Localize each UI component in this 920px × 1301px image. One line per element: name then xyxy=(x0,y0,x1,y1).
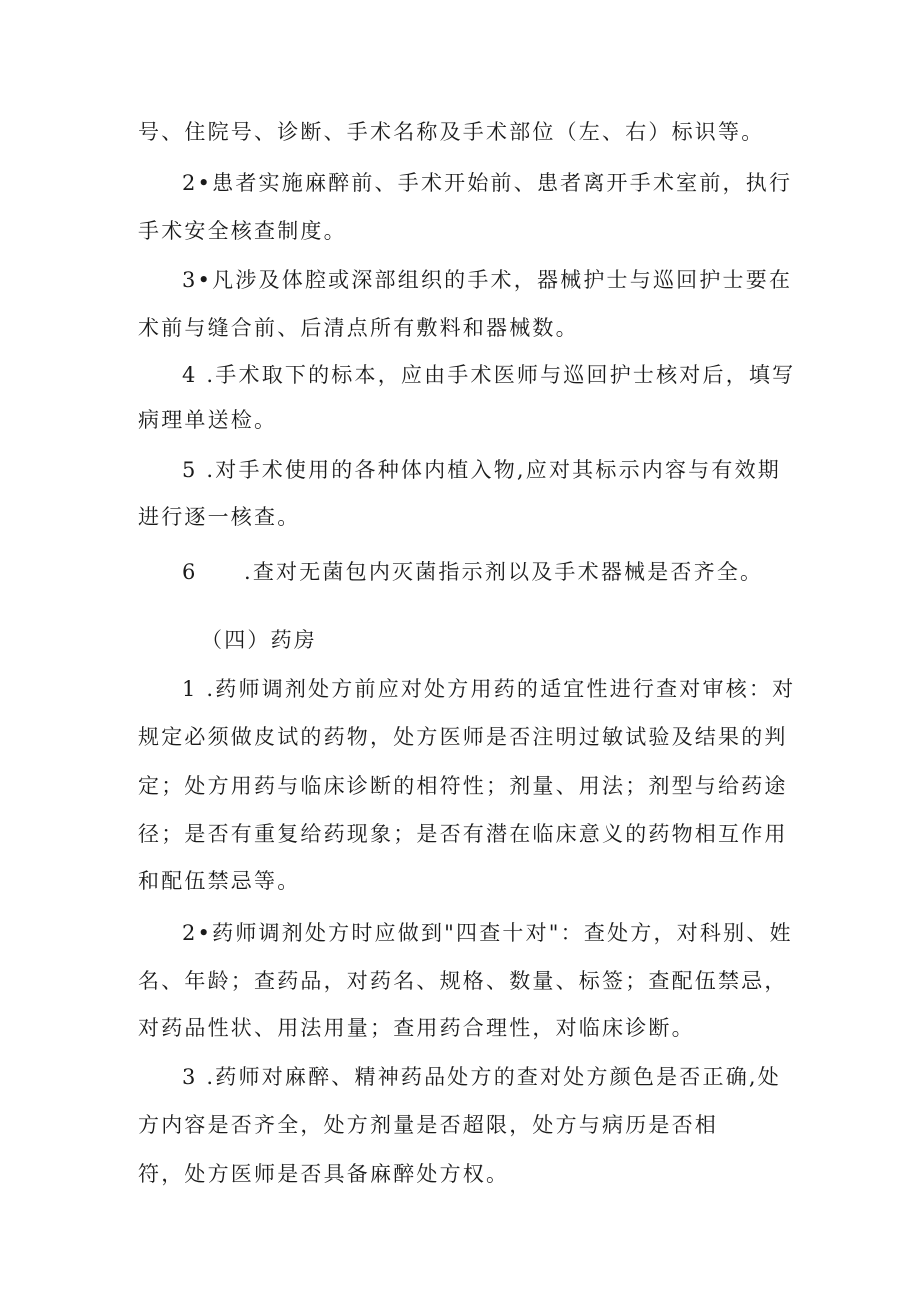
text-line: 3•凡涉及体腔或深部组织的手术，器械护士与巡回护士要在 xyxy=(182,268,793,292)
text-line: 4 .手术取下的标本，应由手术医师与巡回护士核对后，填写 xyxy=(182,363,796,387)
text-line: 2•药师调剂处方时应做到"四查十对"：查处方，对科别、姓 xyxy=(182,921,793,945)
text-line: 方内容是否齐全，处方剂量是否超限，处方与病历是否相 xyxy=(138,1113,718,1137)
text-line: 2•患者实施麻醉前、手术开始前、患者离开手术室前，执行 xyxy=(182,171,793,195)
text-line: 规定必须做皮试的药物，处方医师是否注明过敏试验及结果的判 xyxy=(138,725,788,749)
text-line: 5 .对手术使用的各种体内植入物,应对其标示内容与有效期 xyxy=(182,458,781,482)
text-line: 对药品性状、用法用量；查用药合理性，对临床诊断。 xyxy=(138,1016,695,1040)
text-line: 号、住院号、诊断、手术名称及手术部位（左、右）标识等。 xyxy=(138,120,765,144)
text-line: 进行逐一核查。 xyxy=(138,505,301,529)
text-line: 和配伍禁忌等。 xyxy=(138,869,301,893)
text-line: 定；处方用药与临床诊断的相符性；剂量、用法；剂型与给药途 xyxy=(138,774,788,798)
section-heading: （四）药房 xyxy=(201,628,317,652)
text-line: 6 .查对无菌包内灭菌指示剂以及手术器械是否齐全。 xyxy=(182,560,764,584)
text-line: 术前与缝合前、后清点所有敷料和器械数。 xyxy=(138,316,579,340)
text-line: 径；是否有重复给药现象；是否有潜在临床意义的药物相互作用 xyxy=(138,822,788,846)
text-line: 1 .药师调剂处方前应对处方用药的适宜性进行查对审核：对 xyxy=(182,677,796,701)
text-line: 符，处方医师是否具备麻醉处方权。 xyxy=(138,1162,510,1186)
text-line: 手术安全核查制度。 xyxy=(138,219,347,243)
text-line: 病理单送检。 xyxy=(138,408,278,432)
text-line: 3 .药师对麻醉、精神药品处方的查对处方颜色是否正确,处 xyxy=(182,1065,781,1089)
text-line: 名、年龄；查药品，对药名、规格、数量、标签；查配伍禁忌， xyxy=(138,969,788,993)
